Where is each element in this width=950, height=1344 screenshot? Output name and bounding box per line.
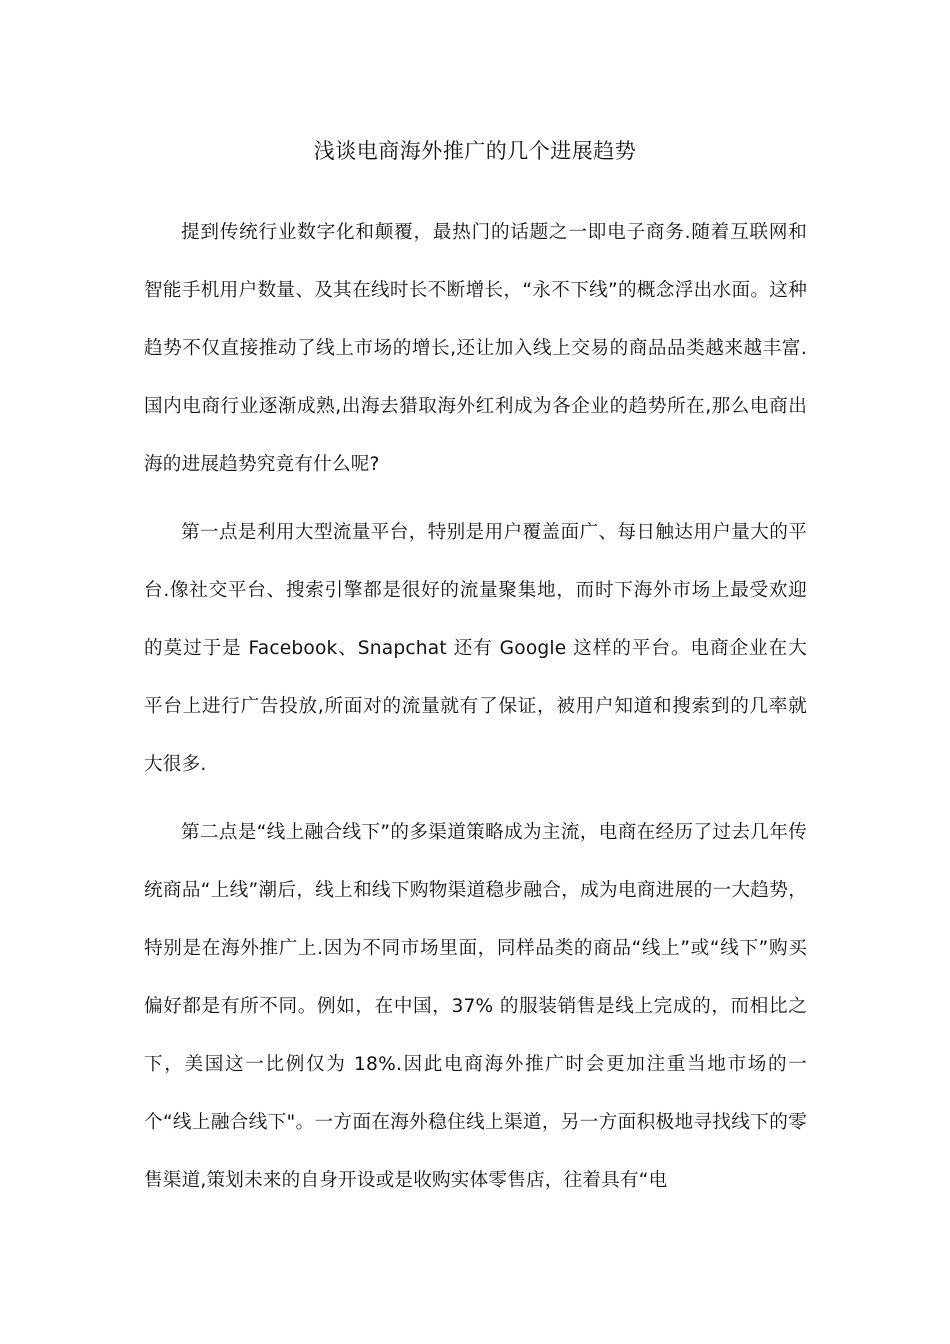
document-title: 浅谈电商海外推广的几个进展趋势: [313, 139, 637, 163]
paragraph-intro: 提到传统行业数字化和颠覆，最热门的话题之一即电子商务.随着互联网和智能手机用户数量、及其在线时长不断增长，“永不下线”的概念浮出水面。这种趋势不仅直接推动了线上市场的增长,还让加入线上交易的商品品类越来越丰富.国内电商行业逐渐成熟,出海去猎取海外红利成为各企业的趋势所在,那么电商出海的进展趋势究竟有什么呢?: [144, 222, 807, 475]
paragraph-point-two: 第二点是“线上融合线下”的多渠道策略成为主流，电商在经历了过去几年传统商品“上线”潮后，线上和线下购物渠道稳步融合，成为电商进展的一大趋势，特别是在海外推广上.因为不同市场里面，同样品类的商品“线上”或“线下”购买偏好都是有所不同。例如，在中国，37% 的服装销售是线上完成的，而相比之下，美国这一比例仅为 18%.因此电商海外推广时会更加注重当地市场的一个“线上融合线下"。一方面在海外稳住线上渠道，另一方面积极地寻找线下的零售渠道,策划未来的自身开设或是收购实体零售店，往着具有“电: [144, 822, 807, 1191]
paragraph-point-one: 第一点是利用大型流量平台，特别是用户覆盖面广、每日触达用户量大的平台.像社交平台、搜索引擎都是很好的流量聚集地，而时下海外市场上最受欢迎的莫过于是 Facebook、Snapchat 还有 Google 这样的平台。电商企业在大平台上进行广告投放,所面对的流量就有了保证，被用户知道和搜索到的几率就大很多.: [144, 522, 807, 775]
document-body: [144, 204, 807, 1220]
